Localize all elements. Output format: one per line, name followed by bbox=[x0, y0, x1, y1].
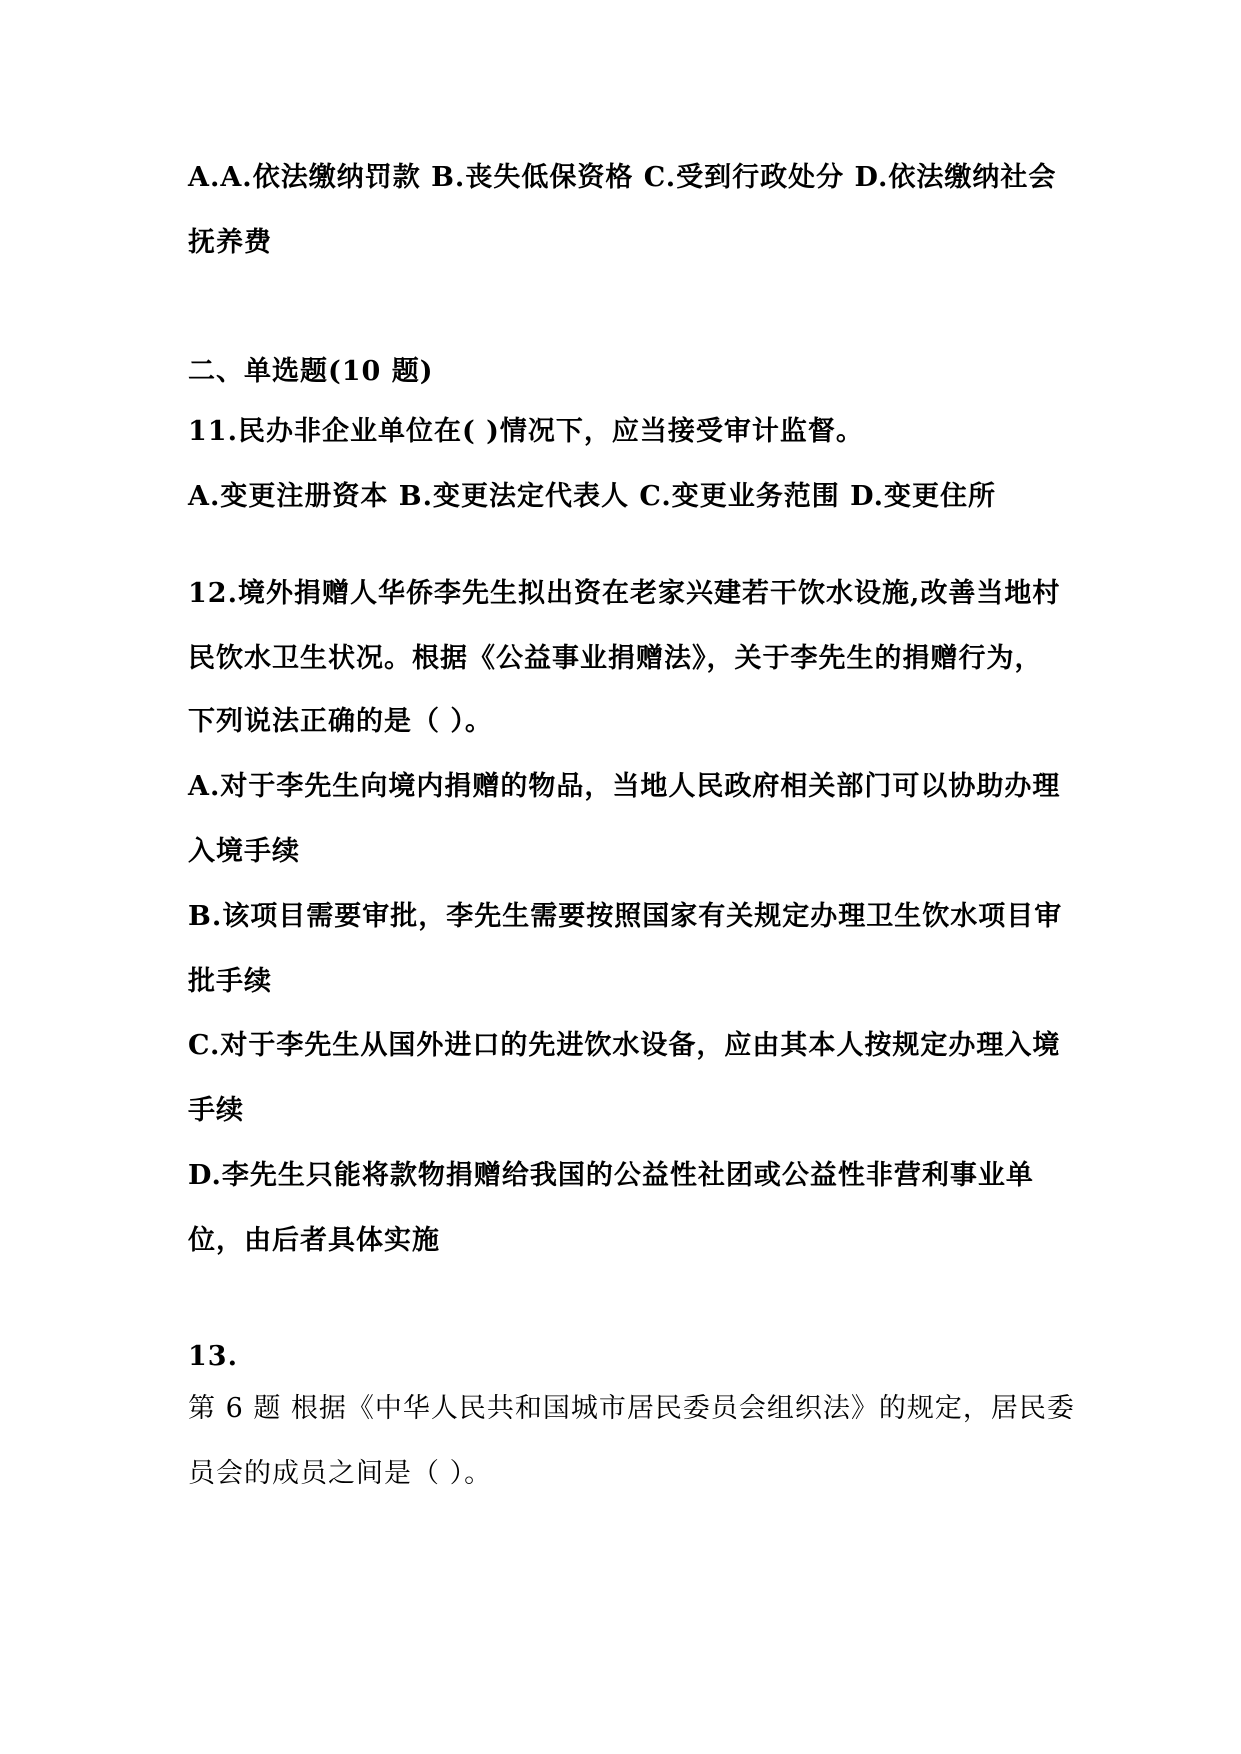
q13-number: 13. bbox=[188, 1341, 238, 1372]
q13-stem-line-2: 员会的成员之间是（ ）。 bbox=[188, 1458, 493, 1489]
q12-option-c-line-2: 手续 bbox=[188, 1095, 244, 1126]
section-heading: 二、单选题(10 题) bbox=[188, 356, 434, 387]
q12-option-c-line-1: C.对于李先生从国外进口的先进饮水设备，应由其本人按规定办理入境 bbox=[188, 1030, 1061, 1061]
q11-options: A.变更注册资本 B.变更法定代表人 C.变更业务范围 D.变更住所 bbox=[188, 481, 997, 512]
q12-option-a-line-1: A.对于李先生向境内捐赠的物品，当地人民政府相关部门可以协助办理 bbox=[188, 771, 1061, 802]
q12-option-b-line-2: 批手续 bbox=[188, 966, 272, 997]
q13-stem-line-1: 第 6 题 根据《中华人民共和国城市居民委员会组织法》的规定，居民委 bbox=[188, 1393, 1075, 1424]
q12-option-a-line-2: 入境手续 bbox=[188, 836, 300, 867]
q12-stem-line-3: 下列说法正确的是（ ）。 bbox=[188, 706, 493, 737]
q11-stem: 11.民办非企业单位在( )情况下，应当接受审计监督。 bbox=[188, 416, 864, 447]
q12-stem-line-2: 民饮水卫生状况。根据《公益事业捐赠法》，关于李先生的捐赠行为， bbox=[188, 643, 1043, 674]
prev-options-line-2: 抚养费 bbox=[188, 227, 272, 258]
prev-options-line-1: A.A.依法缴纳罚款 B.丧失低保资格 C.受到行政处分 D.依法缴纳社会 bbox=[188, 162, 1057, 193]
q12-option-b-line-1: B.该项目需要审批，李先生需要按照国家有关规定办理卫生饮水项目审 bbox=[188, 901, 1063, 932]
q12-option-d-line-2: 位，由后者具体实施 bbox=[188, 1225, 440, 1256]
q12-option-d-line-1: D.李先生只能将款物捐赠给我国的公益性社团或公益性非营利事业单 bbox=[188, 1160, 1034, 1191]
q12-stem-line-1: 12.境外捐赠人华侨李先生拟出资在老家兴建若干饮水设施,改善当地村 bbox=[188, 578, 1061, 609]
